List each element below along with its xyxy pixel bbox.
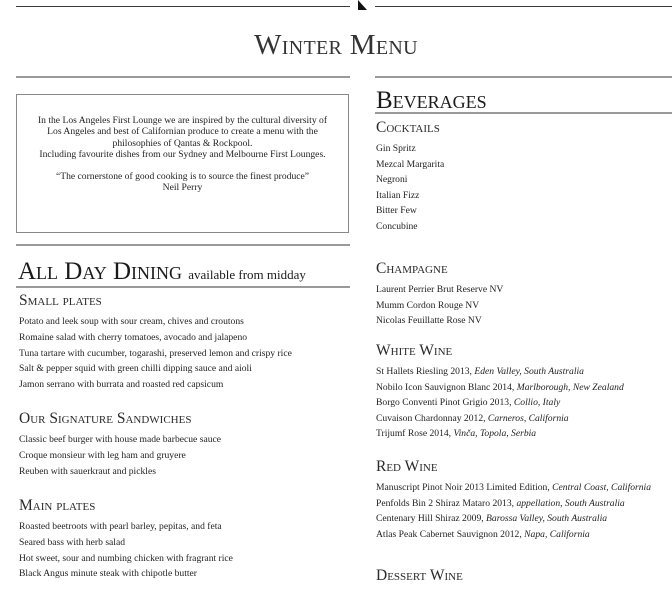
- wine-region: Collio, Italy: [513, 397, 561, 408]
- menu-item: Nicolas Feuillatte Rose NV: [376, 315, 482, 326]
- menu-item: Romaine salad with cherry tomatoes, avocado and jalapeno: [19, 331, 248, 343]
- intro-line: Including favourite dishes from our Sydney and Melbourne First Lounges.: [39, 149, 326, 161]
- top-rule-right: [375, 6, 672, 7]
- section-small-plates: [19, 292, 292, 393]
- beverages-rule: [375, 112, 672, 114]
- mouse-pointer-icon: [358, 0, 368, 10]
- all-day-dining-subtitle: available from midday: [188, 267, 306, 282]
- menu-item: Croque monsieur with leg ham and gruyere: [19, 449, 186, 461]
- intro-line: philosophies of Qantas & Rockpool.: [112, 137, 253, 149]
- wine-region: appellation, South Australia: [516, 497, 625, 509]
- section-title: Our Signature Sandwiches: [19, 410, 192, 427]
- intro-line: In the Los Angeles First Lounge we are inspired by the cultural diversity of: [37, 115, 328, 126]
- menu-item: Gin Spritz: [376, 143, 416, 154]
- menu-item: Hot sweet, sour and numbing chicken with fragrant rice: [19, 552, 233, 564]
- section-title: White Wine: [376, 342, 453, 359]
- intro-quote: “The cornerstone of good cooking is to source the finest produce”: [55, 170, 310, 182]
- section-cocktails: [376, 119, 444, 234]
- wine-name: Manuscript Pinot Noir 2013 Limited Edition,: [376, 482, 553, 493]
- menu-item: Mumm Cordon Rouge NV: [376, 299, 480, 311]
- section-red-wine: [376, 458, 651, 542]
- wine-name: Cuvaison Chardonnay 2012,: [376, 412, 488, 424]
- menu-item: [376, 364, 624, 380]
- menu-item: Classic beef burger with house made barbecue sauce: [19, 434, 222, 445]
- section-champagne: [376, 260, 503, 329]
- wine-name: St Hallets Riesling 2013,: [376, 366, 475, 377]
- wine-region: Carneros, California: [487, 412, 569, 424]
- section-white-wine: [376, 342, 624, 442]
- menu-item: Seared bass with herb salad: [19, 536, 126, 548]
- menu-item: Bitter Few: [376, 205, 417, 216]
- wine-region: Marlborough, New Zealand: [516, 381, 624, 393]
- wine-region: Barossa Valley, South Australia: [486, 513, 608, 524]
- section-signature-sandwiches: [19, 410, 221, 479]
- section-title: Red Wine: [376, 458, 438, 475]
- menu-item: Mezcal Margarita: [376, 158, 445, 170]
- all-day-dining-heading: [18, 258, 306, 289]
- menu-item: [376, 426, 624, 442]
- menu-item: Tuna tartare with cucumber, togarashi, preserved lemon and crispy rice: [19, 347, 292, 359]
- wine-name: Centenary Hill Shiraz 2009,: [376, 513, 487, 524]
- intro-box: [16, 94, 349, 233]
- intro-line: Los Angeles and best of Californian produce to create a menu with the: [47, 126, 318, 138]
- menu-item: Potato and leek soup with sour cream, chives and croutons: [19, 316, 244, 327]
- menu-item: Italian Fizz: [376, 189, 420, 201]
- wine-name: Penfolds Bin 2 Shiraz Mataro 2013,: [376, 497, 517, 509]
- menu-item: [376, 527, 651, 543]
- title-rule-right: [375, 76, 672, 78]
- menu-item: [376, 411, 624, 427]
- section-title: Main plates: [19, 497, 96, 514]
- wine-region: Central Coast, California: [552, 482, 652, 493]
- title-rule-left: [16, 76, 350, 78]
- wine-region: Vinča, Topola, Serbia: [453, 428, 537, 439]
- section-title: Small plates: [19, 292, 102, 309]
- menu-item: Laurent Perrier Brut Reserve NV: [376, 284, 504, 295]
- wine-name: Atlas Peak Cabernet Sauvignon 2012,: [376, 528, 525, 540]
- section-title: Champagne: [376, 260, 448, 277]
- menu-item: Jamon serrano with burrata and roasted red capsicum: [19, 379, 224, 391]
- menu-item: Concubine: [376, 220, 418, 232]
- menu-item: [376, 480, 651, 496]
- wine-name: Borgo Conventi Pinot Grigio 2013,: [376, 397, 514, 408]
- section-title: Cocktails: [376, 119, 440, 136]
- wine-region: Eden Valley, South Australia: [474, 366, 584, 377]
- wine-name: Trijumf Rose 2014,: [376, 428, 454, 439]
- menu-item: Roasted beetroots with pearl barley, pepitas, and feta: [19, 521, 222, 532]
- menu-item: [376, 395, 624, 411]
- menu-item: Negroni: [376, 174, 408, 185]
- page-title: Winter Menu: [254, 29, 418, 61]
- menu-item: [376, 380, 624, 396]
- intro-bottom-rule: [16, 244, 350, 246]
- menu-item: [376, 496, 651, 512]
- all-day-dining-rule: [16, 286, 350, 288]
- menu-item: Salt & pepper squid with green chilli dipping sauce and aioli: [19, 363, 252, 375]
- menu-item: Black Angus minute steak with chipotle butter: [19, 568, 197, 580]
- section-title: Dessert Wine: [376, 567, 463, 584]
- menu-item: Reuben with sauerkraut and pickles: [19, 465, 156, 477]
- intro-author: Neil Perry: [162, 182, 203, 194]
- all-day-dining-title: All Day Dining: [18, 258, 182, 285]
- wine-name: Nobilo Icon Sauvignon Blanc 2014,: [376, 381, 517, 393]
- top-rule-left: [16, 6, 350, 7]
- section-main-plates: [19, 497, 233, 582]
- wine-region: Napa, California: [524, 528, 590, 540]
- menu-item: [376, 511, 651, 527]
- section-dessert-wine: [376, 567, 463, 589]
- beverages-heading: Beverages: [376, 87, 487, 114]
